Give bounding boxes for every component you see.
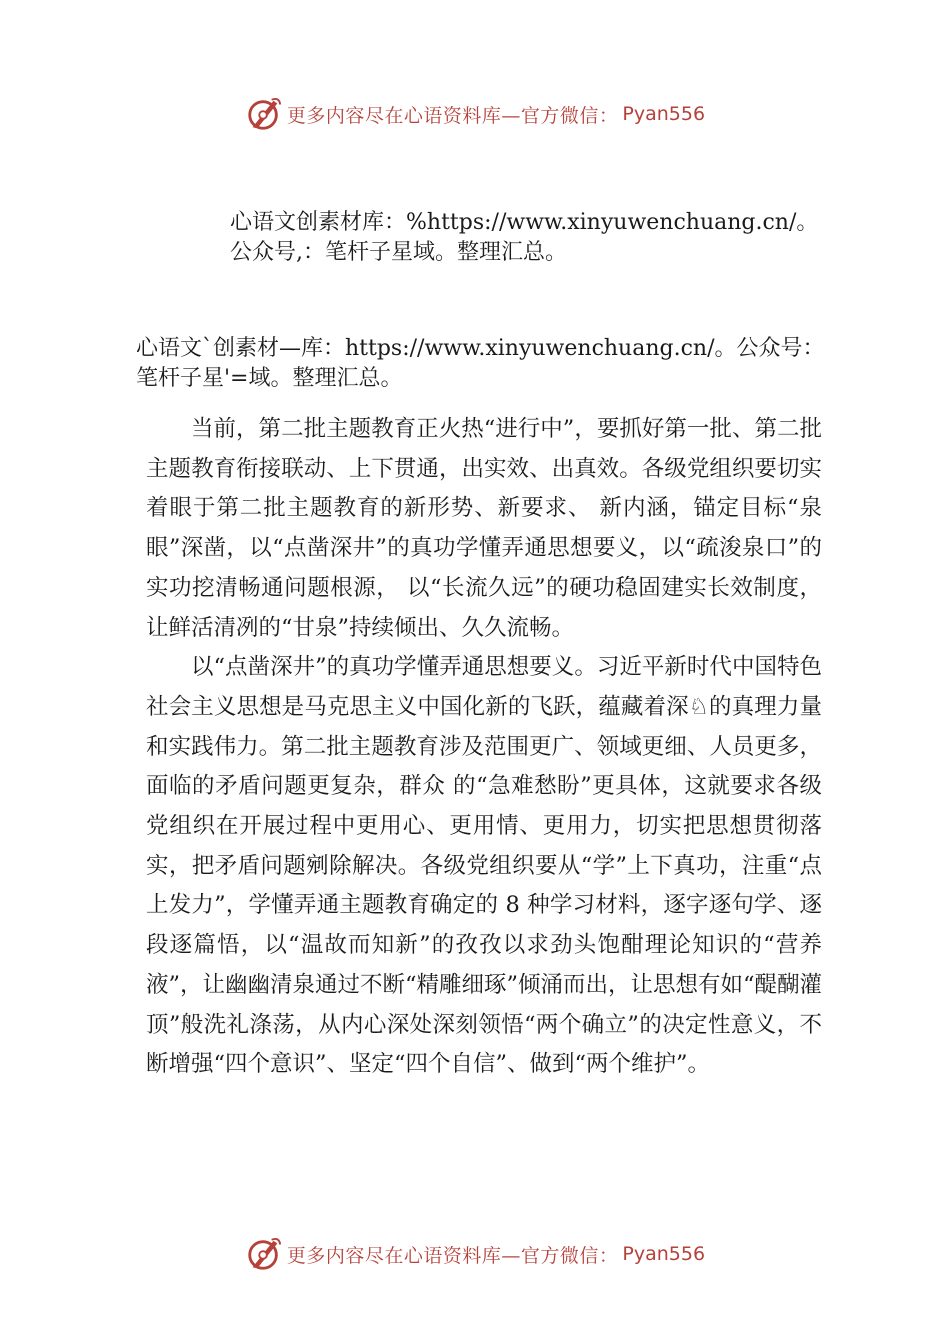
quill-pen-circle-icon	[245, 95, 283, 133]
banner-text: 更多内容尽在心语资料库—官方微信：	[286, 104, 619, 127]
header-banner	[0, 92, 950, 136]
banner-wechat-id: Pyan556	[622, 1243, 706, 1265]
paragraph-2: 以“点凿深井”的真功学懂弄通思想要义。习近平新时代中国特色社会主义思想是马克思主义中国化新的飞跃，蕴藏着深♘的真理力量和实践伟力。第二批主题教育涉及范围更广、领域更细、人员更多，面临的矛盾问题更复杂，群众 的“急难愁盼”更具体，这就要求各级党组织在开展过程中更用心、更用情、更用力，切实把思想贯彻落实，把矛盾问题剜除解决。各级党组织要从“学”上下真功，注重“点上发力”，学懂弄通主题教育确定的 8 种学习材料，逐字逐句学、逐段逐篇悟，以“温故而知新”的孜孜以求劲头饱酣理论知识的“营养液”，让幽幽清泉通过不断“精雕细琢”倾涌而出，让思想有如“醍醐灌顶”般洗礼涤荡，从内心深处深刻领悟“两个确立”的决定性意义，不断增强“四个意识”、坚定“四个自信”、做到“两个维护”。	[146, 654, 823, 1078]
paragraph-1: 当前，第二批主题教育正火热“进行中”，要抓好第一批、第二批主题教育衔接联动、上下贯通，出实效、出真效。各级党组织要切实着眼于第二批主题教育的新形势、新要求、 新内涵，锚定目标“泉眼”深凿，以“点凿深井”的真功学懂弄通思想要义，以“疏浚泉口”的实功挖清畅通问题根源， 以“长流久远”的硬功稳固建实长效制度，让鲜活清冽的“甘泉”持续倾出、久久流畅。	[146, 416, 822, 641]
footer-banner	[0, 1232, 950, 1276]
quill-pen-circle-icon	[245, 1235, 283, 1273]
banner-wechat-id: Pyan556	[622, 103, 706, 125]
source-note-first: 心语文创素材库：%https://www.xinyuwenchuang.cn/。公众号,：笔杆子星域。整理汇总。	[230, 210, 819, 265]
article-body	[146, 410, 822, 1085]
banner-text: 更多内容尽在心语资料库—官方微信：	[286, 1244, 619, 1267]
source-note-second: 心语文`创素材—库：https://www.xinyuwenchuang.cn/。公众号：笔杆子星'=域。整理汇总。	[136, 336, 825, 391]
